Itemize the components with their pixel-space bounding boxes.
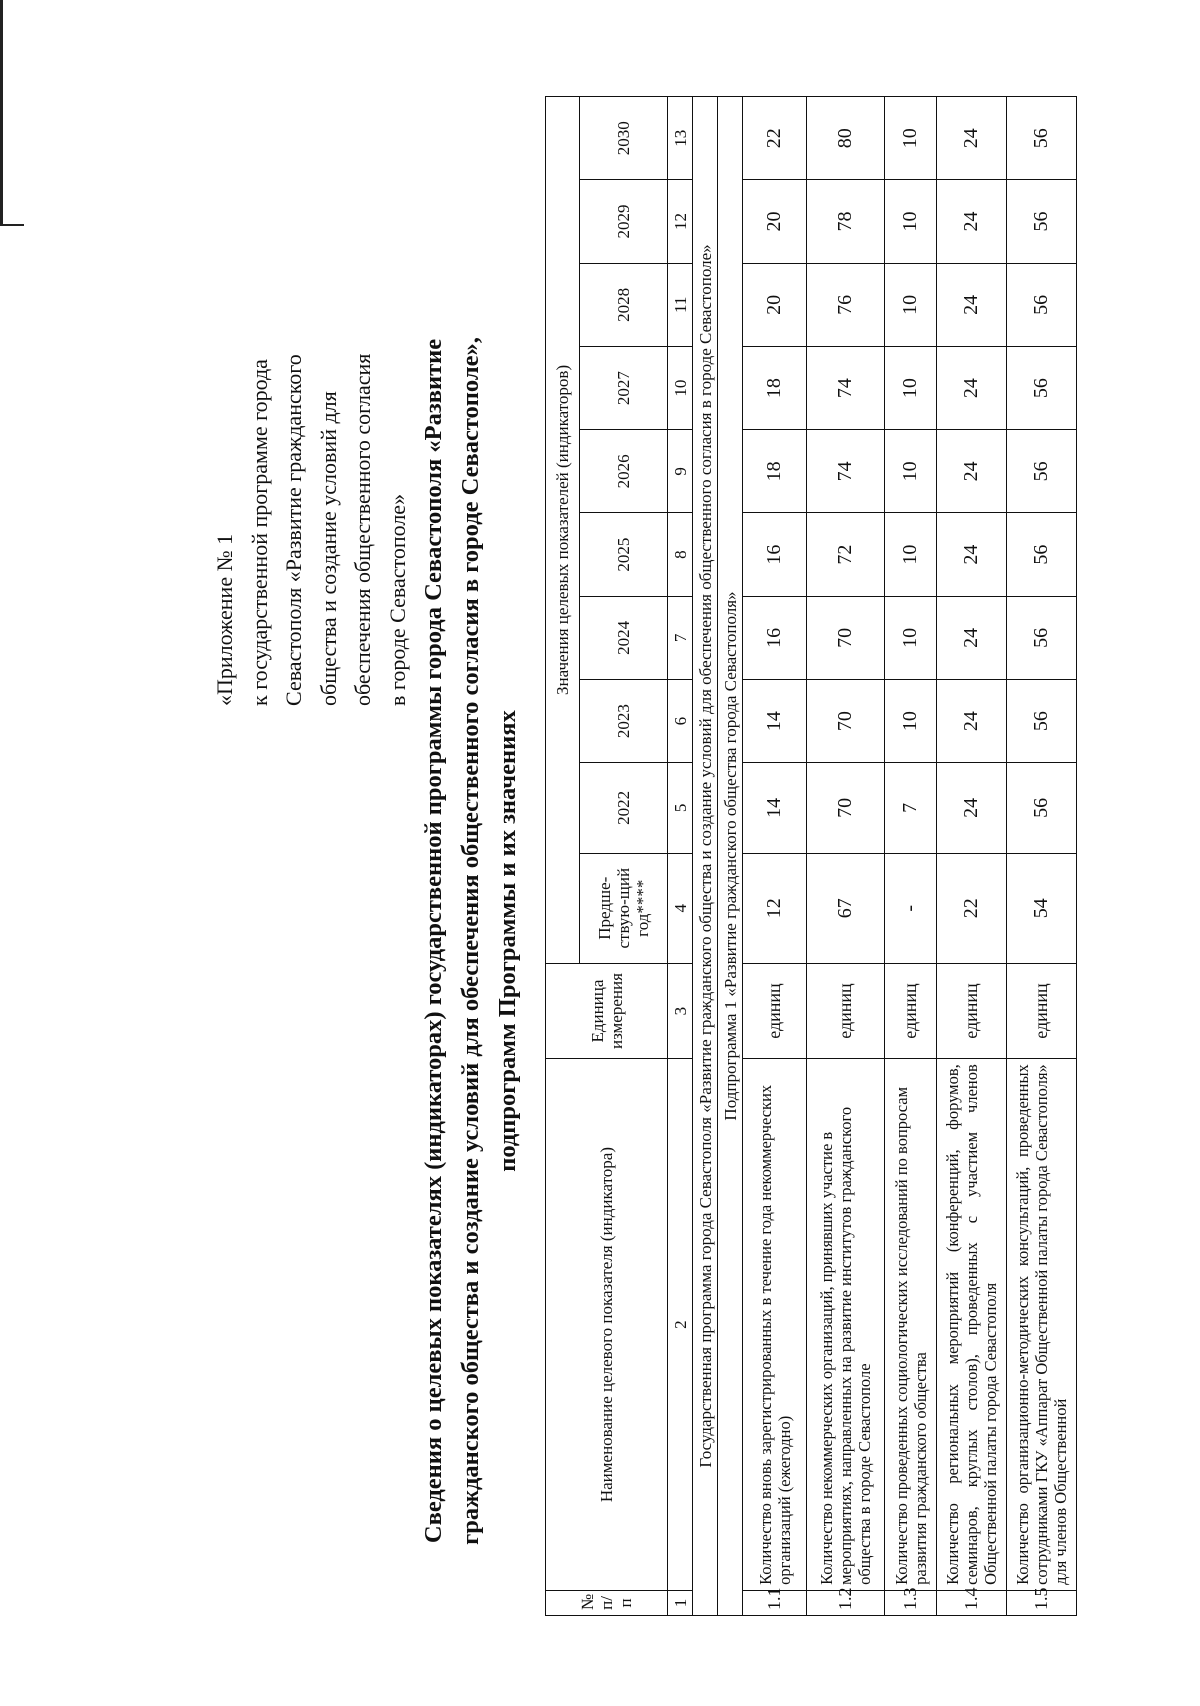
header-year: 2030 [580, 97, 668, 180]
unit-cell: единиц [743, 963, 807, 1058]
year-value: 10 [885, 180, 937, 263]
year-value: 20 [743, 263, 807, 346]
unit-cell: единиц [807, 963, 885, 1058]
table-row [937, 97, 1007, 1616]
subprogram-row [718, 97, 743, 1616]
column-number: 1 [668, 1590, 693, 1615]
previous-year-value: - [885, 853, 937, 963]
year-value: 74 [807, 346, 885, 429]
year-value: 18 [743, 346, 807, 429]
year-value: 16 [743, 513, 807, 596]
unit-cell: единиц [1007, 963, 1077, 1058]
year-value: 78 [807, 180, 885, 263]
year-value: 74 [807, 430, 885, 513]
header-indicator-name: Наименование целевого показателя (индикатора) [546, 1059, 668, 1591]
year-value: 16 [743, 596, 807, 679]
year-value: 24 [937, 596, 1007, 679]
column-number: 8 [668, 513, 693, 596]
year-value: 24 [937, 97, 1007, 180]
column-number: 3 [668, 963, 693, 1058]
column-number: 2 [668, 1059, 693, 1591]
year-value: 80 [807, 97, 885, 180]
appendix-line: общества и создание условий для [315, 391, 341, 706]
header-year: 2028 [580, 263, 668, 346]
year-value: 56 [1007, 180, 1077, 263]
year-value: 72 [807, 513, 885, 596]
year-value: 56 [1007, 430, 1077, 513]
unit-cell: единиц [885, 963, 937, 1058]
year-value: 10 [885, 513, 937, 596]
year-value: 24 [937, 763, 1007, 853]
year-value: 56 [1007, 263, 1077, 346]
header-year: 2027 [580, 346, 668, 429]
previous-year-value: 54 [1007, 853, 1077, 963]
column-number: 5 [668, 763, 693, 853]
header-num: № п/п [546, 1590, 668, 1615]
year-value: 20 [743, 180, 807, 263]
appendix-line: к государственной программе города [246, 359, 272, 706]
document-heading [415, 276, 526, 1606]
row-number: 1.2 [807, 1590, 885, 1615]
year-value: 24 [937, 680, 1007, 763]
heading-line: подпрограмм Программы и их значениях [494, 710, 521, 1172]
year-value: 10 [885, 263, 937, 346]
row-number: 1.4 [937, 1590, 1007, 1615]
table-row [807, 97, 885, 1616]
header-year: 2025 [580, 513, 668, 596]
year-value: 56 [1007, 346, 1077, 429]
year-value: 70 [807, 596, 885, 679]
table-row [885, 97, 937, 1616]
header-previous-year: Предше-ствую-щий год**** [580, 853, 668, 963]
previous-year-value: 67 [807, 853, 885, 963]
year-value: 18 [743, 430, 807, 513]
year-value: 10 [885, 430, 937, 513]
year-value: 24 [937, 263, 1007, 346]
table-row [1007, 97, 1077, 1616]
column-number: 11 [668, 263, 693, 346]
previous-year-value: 22 [937, 853, 1007, 963]
row-number: 1.5 [1007, 1590, 1077, 1615]
column-number: 7 [668, 596, 693, 679]
year-value: 10 [885, 97, 937, 180]
heading-line: Сведения о целевых показателях (индикаторах) государственной программы города Севастополя «Развитие [420, 338, 447, 1544]
column-number: 12 [668, 180, 693, 263]
appendix-line: обеспечения общественного согласия [350, 353, 375, 706]
header-year: 2029 [580, 180, 668, 263]
year-value: 14 [743, 680, 807, 763]
column-number: 9 [668, 430, 693, 513]
appendix-note [208, 266, 415, 706]
header-unit: Единица измерения [546, 963, 668, 1058]
year-value: 70 [807, 680, 885, 763]
column-number: 4 [668, 853, 693, 963]
year-value: 10 [885, 346, 937, 429]
indicator-name: Количество проведенных социологических исследований по вопросам развития гражданского общества [885, 1059, 937, 1591]
year-value: 24 [937, 513, 1007, 596]
appendix-line: «Приложение № 1 [212, 533, 237, 706]
program-row [693, 97, 718, 1616]
column-number-row [668, 97, 693, 1616]
year-value: 10 [885, 680, 937, 763]
table-row [743, 97, 807, 1616]
indicator-name: Количество организационно-методических консультаций, проведенных сотрудниками ГКУ «Аппарат Общественной палаты города Севастополя» для членов Общественной [1007, 1059, 1077, 1591]
year-value: 24 [937, 430, 1007, 513]
indicator-name: Количество вновь зарегистрированных в течение года некоммерческих организаций (ежегодно) [743, 1059, 807, 1591]
year-value: 70 [807, 763, 885, 853]
column-number: 10 [668, 346, 693, 429]
appendix-line: в городе Севастополе» [384, 493, 410, 706]
previous-year-value: 12 [743, 853, 807, 963]
header-year: 2024 [580, 596, 668, 679]
program-title: Государственная программа города Севастополя «Развитие гражданского общества и создание условий для обеспечения общественного согласия в городе Севастополе» [693, 97, 718, 1616]
subprogram-title: Подпрограмма 1 «Развитие гражданского общества города Севастополя» [718, 97, 743, 1616]
year-value: 56 [1007, 513, 1077, 596]
year-value: 56 [1007, 763, 1077, 853]
unit-cell: единиц [937, 963, 1007, 1058]
header-year: 2022 [580, 763, 668, 853]
header-values-group: Значения целевых показателей (индикаторов) [546, 97, 580, 964]
year-value: 10 [885, 596, 937, 679]
year-value: 24 [937, 346, 1007, 429]
year-value: 56 [1007, 680, 1077, 763]
row-number: 1.3 [885, 1590, 937, 1615]
appendix-line: Севастополя «Развитие гражданского [281, 354, 306, 706]
year-value: 56 [1007, 596, 1077, 679]
year-value: 7 [885, 763, 937, 853]
header-year: 2023 [580, 680, 668, 763]
row-number: 1.1 [743, 1590, 807, 1615]
year-value: 22 [743, 97, 807, 180]
indicator-name: Количество региональных мероприятий (конференций, форумов, семинаров, круглых столов), проведенных с участием членов Общественной палаты города Севастополя [937, 1059, 1007, 1591]
column-number: 13 [668, 97, 693, 180]
year-value: 14 [743, 763, 807, 853]
indicator-name: Количество некоммерческих организаций, принявших участие в мероприятиях, направленных на развитие институтов гражданского общества в городе Севастополе [807, 1059, 885, 1591]
column-number: 6 [668, 680, 693, 763]
heading-line: гражданского общества и создание условий для обеспечения общественного согласия в городе Севастополе», [457, 337, 484, 1545]
year-value: 56 [1007, 97, 1077, 180]
indicators-table [545, 96, 1077, 1616]
year-value: 24 [937, 180, 1007, 263]
header-year: 2026 [580, 430, 668, 513]
year-value: 76 [807, 263, 885, 346]
